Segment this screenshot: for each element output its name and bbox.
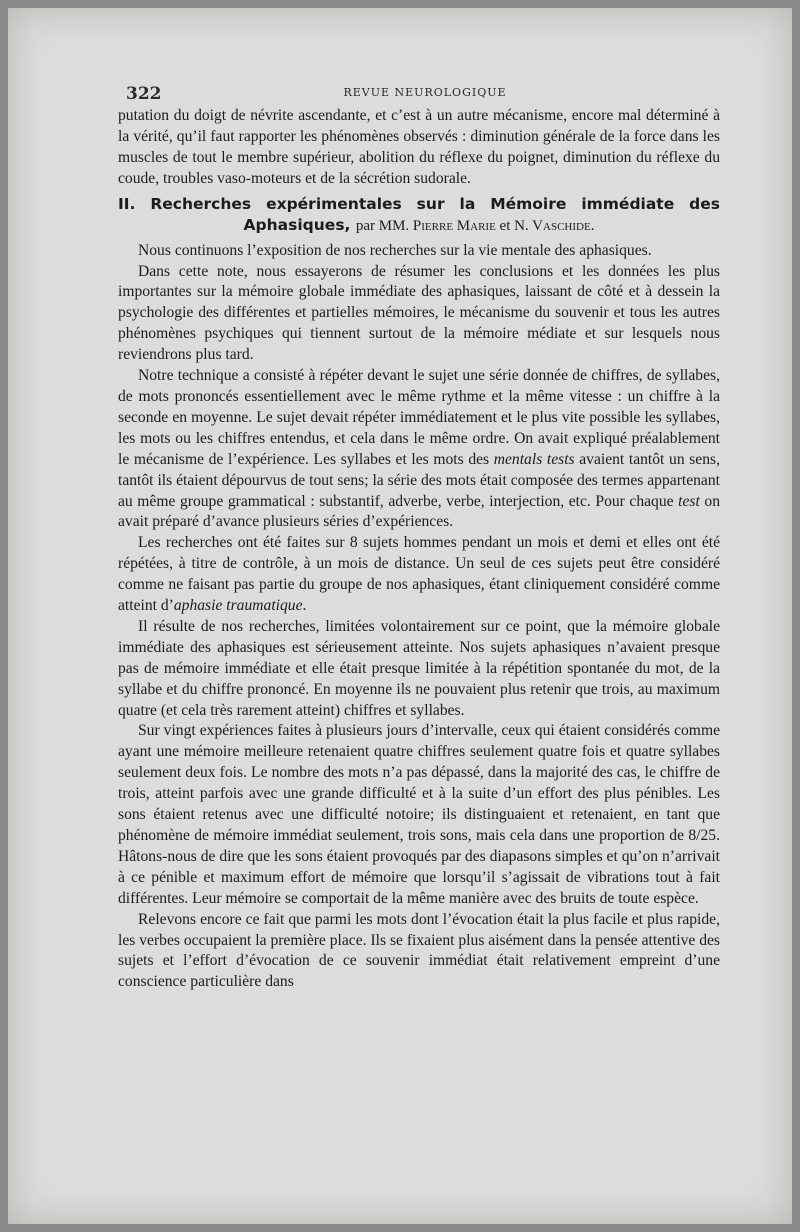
author-1: Pierre Marie	[412, 217, 496, 234]
paragraph-continued: putation du doigt de névrite ascendante, et c’est à un autre mécanisme, encore mal déterminé à la vérité, qu’il faut rapporter les phénomènes observés : diminution générale de la force dans les muscles de tout le membre supérieur, abolition du réflexe du poignet, diminution du réflexe du coude, troubles vaso-moteurs et de la sécrétion sudorale.	[118, 107, 720, 187]
page-header	[126, 84, 724, 104]
section-heading	[118, 194, 720, 237]
page-number: 322	[126, 84, 162, 104]
italic-term: aphasie traumatique	[173, 597, 303, 615]
paragraph: Notre technique a consisté à répéter devant le sujet une série donnée de chiffres, de syllabes, de mots prononcés essentiellement avec le même rythme et la même vitesse : un chiffre à la seconde en moyenne. Le sujet devait répéter immédiatement et le plus vite possible les syllabes, les mots ou les chiffres entendus, et cela dans le même ordre. On avait expliqué préalablement le mécanisme de l’expérience. Les syllabes et les mots des mentals tests avaient tantôt un sens, tantôt ils étaient dépourvus de tout sens; la série des mots était composée des termes appartenant au même groupe grammatical : substantif, adverbe, verbe, interjection, etc. Pour chaque test on avait préparé d’avance plusieurs séries d’expériences.	[118, 367, 720, 531]
paragraph: Nous continuons l’exposition de nos recherches sur la vie mentale des aphasiques.	[138, 241, 652, 259]
paragraph: Il résulte de nos recherches, limitées volontairement sur ce point, que la mémoire globale immédiate des aphasiques est sérieusement atteinte. Nos sujets aphasiques n’avaient presque pas de mémoire immédiate et elle était presque limitée à la répétition spontanée du mot, de la syllabe et du chiffre prononcé. En moyenne ils ne pouvaient plus retenir que trois, au maximum quatre (et cela très rarement atteint) chiffres et syllabes.	[118, 617, 720, 719]
running-title: REVUE NEUROLOGIQUE	[343, 86, 507, 99]
paragraph: Sur vingt expériences faites à plusieurs jours d’intervalle, ceux qui étaient considérés comme ayant une mémoire meilleure retenaient quatre chiffres seulement quatre fois et quatre syllabes seulement deux fois. Le nombre des mots n’a pas dépassé, dans la majorité des cas, le chiffre de trois, atteint parfois avec une grande difficulté et à la suite d’un effort des plus pénibles. Les sons étaient retenus avec une difficulté notoire; ils distinguaient et retenaient, en tant que phénomène de mémoire immédiat seulement, trois sons, mais cela dans une proportion de 8/25. Hâtons-nous de dire que les sons étaient provoqués par des diapasons simples et qu’on n’arrivait à ce pénible et maximum effort de mémoire que lorsqu’il s’agissait de vibrations tout à fait différentes. Leur mémoire se comportait de la même manière avec des bruits de toute espèce.	[118, 722, 720, 907]
paragraph: Relevons encore ce fait que parmi les mots dont l’évocation était la plus facile et plus rapide, les verbes occupaient la première place. Ils se fixaient plus aisément dans la pensée attentive des sujets et l’effort d’évocation de ce souvenir immédiat était relativement empreint d’une conscience particulière dans	[118, 910, 720, 991]
article-body	[118, 106, 720, 993]
italic-term: test	[678, 492, 700, 510]
paragraph: Les recherches ont été faites sur 8 sujets hommes pendant un mois et demi et elles ont été répétées, à titre de contrôle, à un mois de distance. Un seul de ces sujets peut être considéré comme ne faisant pas partie du groupe de nos aphasiques, étant cliniquement considéré comme atteint d’aphasie traumatique.	[118, 534, 720, 615]
section-authors: par MM. Pierre Marie et N. Vaschide.	[355, 217, 595, 234]
author-2: N. Vaschide.	[514, 217, 595, 234]
paragraph: Dans cette note, nous essayerons de résumer les conclusions et les données les plus importantes sur la mémoire globale immédiate des aphasiques, laissant de côté et à dessein la psychologie des différentes et partielles mémoires, le mécanisme du souvenir et tous les autres phénomènes psychiques qui tiennent surtout de la mémoire médiate et sur lesquels nous reviendrons plus tard.	[118, 262, 720, 364]
section-title: Recherches expérimentales sur la Mémoire immédiate des Aphasiques,	[150, 194, 720, 234]
section-number: II.	[118, 194, 136, 213]
italic-term: mentals tests	[493, 450, 575, 468]
